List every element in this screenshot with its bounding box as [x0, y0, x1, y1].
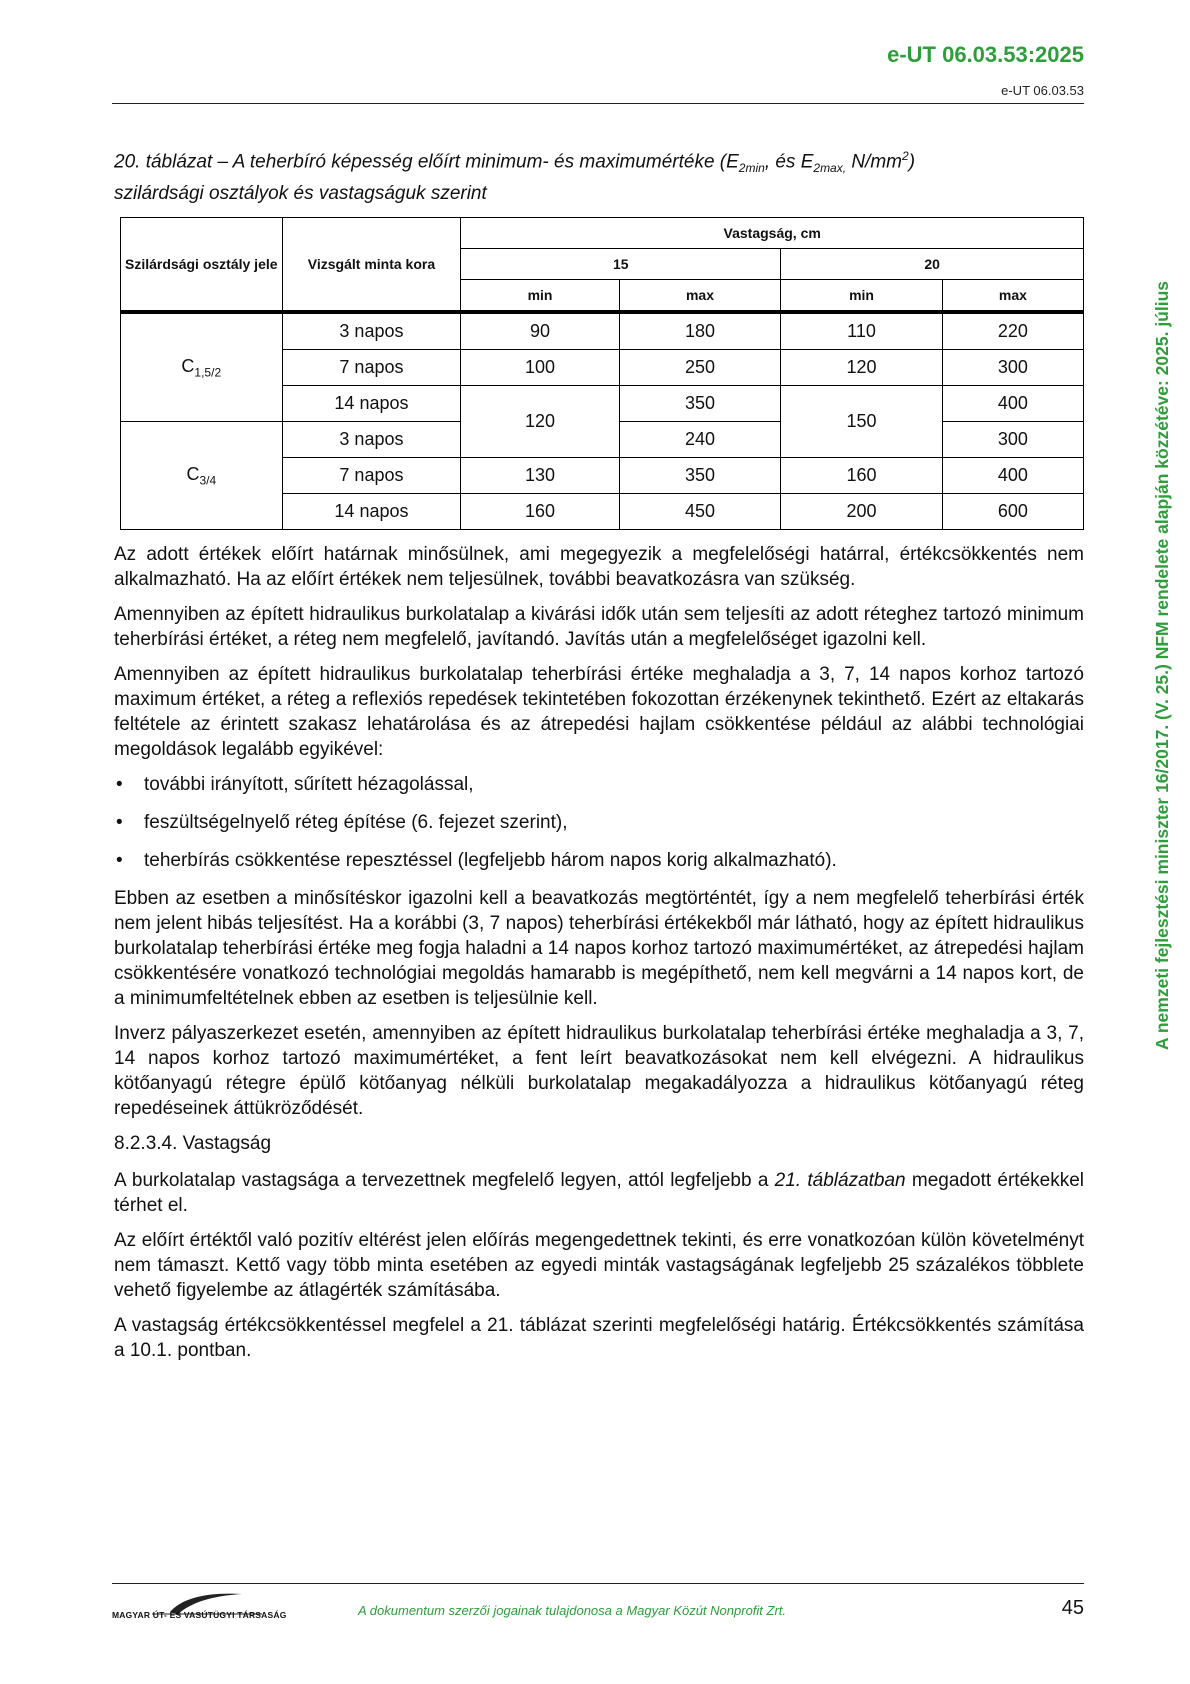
value-cell: 160 [781, 458, 943, 494]
value-cell-merged: 150 [781, 386, 943, 458]
paragraph: Az előírt értéktől való pozitív eltérést jelen előírás megengedettnek tekinti, és erre vonatkozóan külön követelményt nem támaszt. Kettő vagy több minta esetében az egyedi minták vastagságának legfeljebb 25 százalékos többlete vehető figyelembe az átlagérték számításába. [114, 1230, 1084, 1302]
header-rule [112, 103, 1084, 104]
paragraph: Ebben az esetben a minősítéskor igazolni kell a beavatkozás megtörténtét, így a nem megfelelő teherbírási érték nem jelent hibás teljesítést. Ha a korábbi (3, 7 napos) teherbírási értékekből már látható, hogy az épített hidraulikus burkolatalap teherbírási értéke meg fogja haladni a 14 napos korhoz tartozó maximumértéket, az átrepedési hajlam csökkentésére vonatkozó technológiai megoldás hamarabb is megépíthető, nem kell megvárni a 14 napos kort, de a minimumfeltételnek ebben az esetben is teljesülnie kell. [114, 888, 1084, 1010]
value-cell: 350 [619, 458, 781, 494]
value-cell: 220 [942, 312, 1083, 350]
paragraph: Az adott értékek előírt határnak minősülnek, ami megegyezik a megfelelőségi határral, értékcsökkentés nem alkalmazható. Ha az előírt értékek nem teljesülnek, további beavatkozásra van szükség. [114, 544, 1084, 591]
paragraph: Inverz pályaszerkezet esetén, amennyiben az épített hidraulikus burkolatalap teherbírási értéke meghaladja a 3, 7, 14 napos korhoz tartozó maximumértéket, a fent leírt beavatkozásokat nem kell elvégezni. A hidraulikus kötőanyagú rétegre épülő kötőanyag nélküli burkolatalap megakadályozza a hidraulikus kötőanyagú réteg repedéseinek áttükröződését. [114, 1023, 1084, 1120]
head-min-20: min [781, 280, 943, 313]
value-cell: 300 [942, 350, 1083, 386]
value-cell: 180 [619, 312, 781, 350]
paragraph: Amennyiben az épített hidraulikus burkolatalap a kivárási idők után sem teljesíti az adott réteghez tartozó minimum teherbírási értéket, a réteg nem megfelelő, javítandó. Javítás után a megfelelőséget igazolni kell. [114, 604, 1084, 651]
age-cell: 7 napos [282, 458, 461, 494]
head-max-20: max [942, 280, 1083, 313]
bullet-icon: • [116, 850, 123, 872]
section-heading: 8.2.3.4. Vastagság [114, 1133, 272, 1155]
age-cell: 3 napos [282, 312, 461, 350]
header-subcode: e-UT 06.03.53 [1001, 83, 1084, 98]
side-publication-note: A nemzeti fejlesztési miniszter 16/2017. (V. 25.) NFM rendelete alapján közzétéve: 2025. július [1152, 280, 1172, 1050]
class-cell: $C_{1,5/2}$ [121, 312, 283, 422]
paragraph: Amennyiben az épített hidraulikus burkolatalap teherbírási értéke meghaladja a 3, 7, 14 napos korhoz tartozó maximum értéket, a réteg a reflexiós repedések tekintetében fokozottan érzékenynek tekinthető. Ezért az eltakarás feltétele az érintett szakasz lehatárolása és az átrepedési hajlam csökkentése például az alábbi technológiai megoldások legalább egyikével: [114, 664, 1084, 761]
value-cell: 100 [461, 350, 619, 386]
value-cell-merged: 120 [461, 386, 619, 458]
value-cell: 240 [619, 422, 781, 458]
footer-rule [112, 1583, 1084, 1584]
paragraph: A burkolatalap vastagsága a tervezettnek megfelelő legyen, attól legfeljebb a 21. táblázatban megadott értékekkel térhet el. [114, 1170, 1084, 1217]
bearing-capacity-table [120, 217, 1084, 530]
head-thickness-20: 20 [781, 249, 1084, 280]
table-caption: 20. táblázat – A teherbíró képesség előírt minimum- és maximumértéke ($E_{2min}$, és $E_{2max,}$ $N/mm^2$) szilárdsági osztályok és vastagságuk szerint [114, 149, 916, 205]
age-cell: 3 napos [282, 422, 461, 458]
head-thickness-15: 15 [461, 249, 781, 280]
class-cell: $C_{3/4}$ [121, 422, 283, 530]
bullet-icon: • [116, 774, 123, 796]
head-thickness: Vastagság, cm [461, 218, 1084, 249]
paragraph: A vastagság értékcsökkentéssel megfelel a 21. táblázat szerinti megfelelőségi határig. Értékcsökkentés számítása a 10.1. pontban. [114, 1315, 1084, 1362]
age-cell: 14 napos [282, 494, 461, 530]
page-number: 45 [1061, 1597, 1084, 1619]
value-cell: 600 [942, 494, 1083, 530]
age-cell: 14 napos [282, 386, 461, 422]
footer-copyright: A dokumentum szerzői jogainak tulajdonosa a Magyar Közút Nonprofit Zrt. [358, 1603, 787, 1618]
value-cell: 400 [942, 458, 1083, 494]
age-cell: 7 napos [282, 350, 461, 386]
table-row [121, 312, 1084, 350]
value-cell: 110 [781, 312, 943, 350]
value-cell: 130 [461, 458, 619, 494]
value-cell: 250 [619, 350, 781, 386]
value-cell: 120 [781, 350, 943, 386]
value-cell: 160 [461, 494, 619, 530]
footer-logo-text: MAGYAR ÚT- ÉS VASÚTÜGYI TÁRSASÁG [112, 1610, 287, 1620]
value-cell: 300 [942, 422, 1083, 458]
head-age: Vizsgált minta kora [282, 218, 461, 313]
value-cell: 400 [942, 386, 1083, 422]
list-item: • teherbírás csökkentése repesztéssel (legfeljebb három napos korig alkalmazható). [116, 850, 837, 872]
list-item: • feszültségelnyelő réteg építése (6. fejezet szerint), [116, 812, 568, 834]
head-min-15: min [461, 280, 619, 313]
head-class: Szilárdsági osztály jele [121, 218, 283, 313]
value-cell: 350 [619, 386, 781, 422]
value-cell: 90 [461, 312, 619, 350]
list-item: • további irányított, sűrített hézagolással, [116, 774, 474, 796]
page-content [114, 143, 1084, 1373]
header-code: e-UT 06.03.53:2025 [887, 42, 1084, 67]
bullet-list [114, 772, 1084, 873]
bullet-icon: • [116, 812, 123, 834]
value-cell: 450 [619, 494, 781, 530]
value-cell: 200 [781, 494, 943, 530]
head-max-15: max [619, 280, 781, 313]
